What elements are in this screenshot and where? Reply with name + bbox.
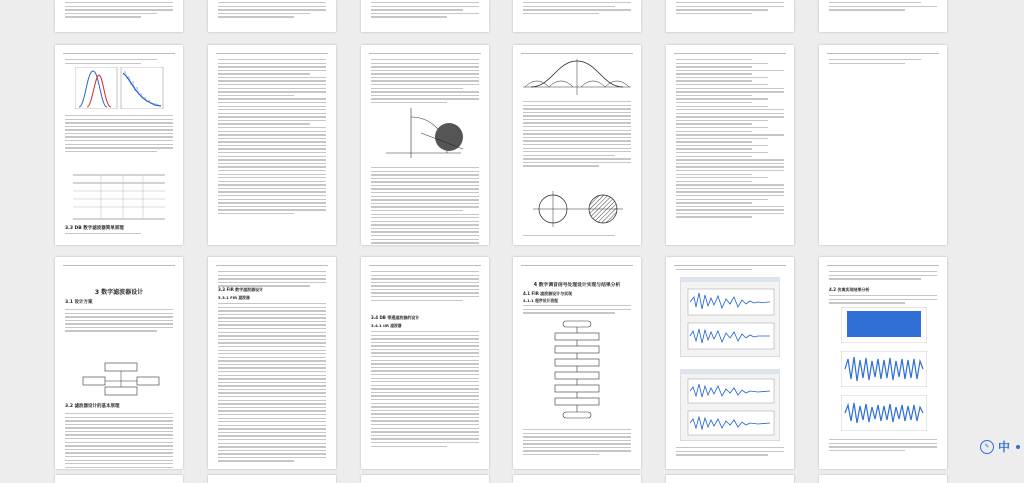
text-block xyxy=(676,2,784,16)
document-page-18[interactable] xyxy=(819,257,947,469)
chapter-title: 3 数字滤波器设计 xyxy=(94,289,144,296)
spectrum-figure-window xyxy=(680,369,780,441)
waveform-figure-2 xyxy=(841,395,927,431)
text-block xyxy=(218,59,326,216)
frequency-response-figure xyxy=(75,67,165,109)
status-dot-icon xyxy=(1016,445,1020,449)
text-block xyxy=(829,295,937,306)
text-block xyxy=(371,2,479,20)
document-page-2[interactable] xyxy=(208,0,336,32)
document-page-13[interactable] xyxy=(55,257,183,469)
document-page-5[interactable] xyxy=(666,0,794,32)
document-page-1[interactable] xyxy=(55,0,183,32)
running-header xyxy=(674,48,786,54)
section-heading: 3.3 DB 数字滤波器简单原理 xyxy=(65,226,124,231)
running-header xyxy=(521,260,633,266)
text-block xyxy=(218,303,326,464)
running-header xyxy=(63,48,175,54)
text-block xyxy=(676,447,784,458)
section-heading: 3.1 设计方案 xyxy=(65,300,93,305)
text-block xyxy=(65,233,173,237)
text-block xyxy=(371,331,479,449)
text-block xyxy=(523,2,631,16)
document-page-10[interactable] xyxy=(513,45,641,245)
document-page-12[interactable] xyxy=(819,45,947,245)
text-block xyxy=(523,305,631,316)
floating-translate-widget[interactable] xyxy=(980,438,1020,455)
equation-block xyxy=(676,59,784,220)
running-header xyxy=(827,260,939,266)
text-block xyxy=(829,439,937,453)
section-heading: 4.2 仿真实现结果分析 xyxy=(829,287,870,292)
section-heading: 3.4 DB 带通滤波器的设计 xyxy=(371,315,420,320)
text-block xyxy=(65,413,173,469)
document-page-6[interactable] xyxy=(819,0,947,32)
language-label[interactable]: 中 xyxy=(997,440,1010,454)
document-page-14[interactable] xyxy=(208,257,336,469)
text-block xyxy=(829,271,937,282)
subsection-heading: 3.3.1 FIR 滤波器 xyxy=(218,295,250,300)
document-page-17[interactable] xyxy=(666,257,794,469)
running-header xyxy=(216,260,328,266)
document-page-20[interactable] xyxy=(208,475,336,483)
document-page-4[interactable] xyxy=(513,0,641,32)
document-page-7[interactable] xyxy=(55,45,183,245)
document-page-9[interactable] xyxy=(361,45,489,245)
document-page-24[interactable] xyxy=(819,475,947,483)
text-block xyxy=(829,59,937,66)
running-header xyxy=(63,260,175,266)
zero-plot-figure xyxy=(531,187,625,231)
text-block xyxy=(829,2,937,13)
text-block xyxy=(65,2,173,20)
matlab-figure-window xyxy=(680,277,780,357)
document-page-21[interactable] xyxy=(361,475,489,483)
document-page-16[interactable] xyxy=(513,257,641,469)
subsection-heading: 3.4.1 IIR 滤波器 xyxy=(371,323,402,328)
waveform-figure-1 xyxy=(841,351,927,387)
parameter-table xyxy=(73,173,165,221)
document-page-23[interactable] xyxy=(666,475,794,483)
text-block xyxy=(65,115,173,154)
document-page-3[interactable] xyxy=(361,0,489,32)
document-page-11[interactable] xyxy=(666,45,794,245)
running-header xyxy=(521,48,633,54)
text-block xyxy=(371,59,479,106)
text-block xyxy=(676,269,784,273)
text-block xyxy=(523,235,631,239)
running-header xyxy=(674,260,786,266)
block-diagram xyxy=(81,361,161,397)
result-bar-figure xyxy=(841,307,927,343)
document-page-15[interactable] xyxy=(361,257,489,469)
document-page-8[interactable] xyxy=(208,45,336,245)
text-block xyxy=(371,167,479,245)
window-function-figure xyxy=(521,57,633,97)
running-header xyxy=(369,48,481,54)
running-header xyxy=(216,48,328,54)
chapter-title: 4 数字调音信号处理设计实现与结果分析 xyxy=(533,283,621,288)
text-block xyxy=(523,101,631,169)
section-heading: 3.3 FIR 数字滤波器设计 xyxy=(218,287,264,292)
text-block xyxy=(218,2,326,20)
section-heading: 3.2 滤波器设计的基本原理 xyxy=(65,404,120,409)
text-block xyxy=(65,309,173,334)
pole-zero-diagram xyxy=(381,103,471,161)
document-page-22[interactable] xyxy=(513,475,641,483)
running-header xyxy=(827,48,939,54)
text-block xyxy=(371,271,479,303)
running-header xyxy=(369,260,481,266)
document-page-19[interactable] xyxy=(55,475,183,483)
text-block xyxy=(523,429,631,458)
translate-icon[interactable]: ✎ xyxy=(980,440,994,454)
equation-line xyxy=(65,59,173,66)
section-heading: 4.1 FIR 滤波器设计与实现 xyxy=(523,291,573,296)
program-flowchart xyxy=(543,319,611,425)
subsection-heading: 4.1.1 程序设计流程 xyxy=(523,298,558,303)
